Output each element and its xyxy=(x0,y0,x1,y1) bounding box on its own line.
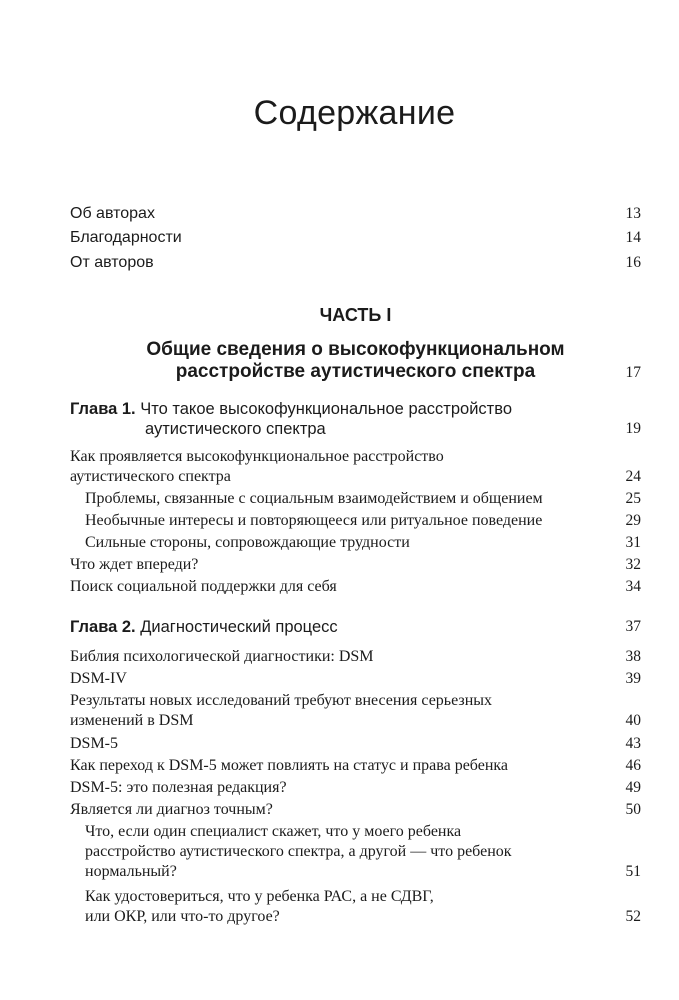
entry-label: Библия психологической диагностики: DSM xyxy=(70,648,374,665)
entry-label: Как переход к DSM-5 может повлиять на статус и права ребенка xyxy=(70,757,509,774)
toc-entry[interactable] xyxy=(70,205,641,223)
entry-label: Необычные интересы и повторяющееся или ритуальное поведение xyxy=(85,512,543,529)
page-number: 37 xyxy=(625,618,641,635)
toc-entry[interactable] xyxy=(70,577,641,597)
entry-label: Об авторах xyxy=(70,205,155,222)
page-title: Содержание xyxy=(253,94,456,132)
entry-label: DSM-IV xyxy=(70,670,127,687)
entry-label: Сильные стороны, сопровождающие трудности xyxy=(85,534,410,551)
toc-entry[interactable] xyxy=(70,669,641,689)
entry-label-line2: расстройство аутистического спектра, а другой — что ребенок xyxy=(85,843,512,860)
chapter-label: Глава 2. xyxy=(70,618,136,636)
entry-label-line2: или ОКР, или что-то другое? xyxy=(85,908,280,925)
toc-entry[interactable] xyxy=(70,533,641,553)
part-title-line2: расстройстве аутистического спектра xyxy=(175,361,536,382)
page-number: 17 xyxy=(625,364,641,381)
chapter-title-line2: аутистического спектра xyxy=(145,420,326,438)
page-number: 34 xyxy=(625,578,641,595)
toc-entry[interactable] xyxy=(70,447,641,487)
chapter-2-entry[interactable] xyxy=(70,617,641,637)
entry-label: DSM-5 xyxy=(70,735,119,752)
entry-label-line1: Что, если один специалист скажет, что у моего ребенка xyxy=(85,823,462,840)
toc-entry[interactable] xyxy=(70,778,641,798)
entry-label-line1: Результаты новых исследований требуют внесения серьезных xyxy=(70,692,493,709)
part-page-row[interactable] xyxy=(70,362,641,382)
page-number: 40 xyxy=(625,712,641,729)
entry-label-line1: Как удостовериться, что у ребенка РАС, а не СДВГ, xyxy=(85,888,434,905)
toc-entry[interactable] xyxy=(70,691,641,731)
page-number: 51 xyxy=(625,863,641,880)
toc-entry[interactable] xyxy=(70,800,641,820)
entry-label-line3: нормальный? xyxy=(85,863,177,880)
page-number: 32 xyxy=(625,556,641,573)
part-label: ЧАСТЬ I xyxy=(319,305,392,325)
page-number: 13 xyxy=(625,205,641,222)
page-number: 16 xyxy=(625,254,641,271)
page-number: 50 xyxy=(625,801,641,818)
entry-label-line1: Как проявляется высокофункциональное расстройство xyxy=(70,448,444,465)
page-number: 49 xyxy=(625,779,641,796)
chapter-label: Глава 1. xyxy=(70,400,136,418)
entry-label: Является ли диагноз точным? xyxy=(70,801,273,818)
page-number: 43 xyxy=(625,735,641,752)
page-number: 31 xyxy=(625,534,641,551)
entry-label: Благодарности xyxy=(70,229,182,246)
toc-entry[interactable] xyxy=(70,511,641,531)
chapter-1-entry[interactable] xyxy=(70,399,641,439)
page-number: 38 xyxy=(625,648,641,665)
chapter-title-line1: Диагностический процесс xyxy=(140,618,338,636)
page-number: 29 xyxy=(625,512,641,529)
page-number: 24 xyxy=(625,468,641,485)
entry-label: Поиск социальной поддержки для себя xyxy=(70,578,337,595)
page-number: 46 xyxy=(625,757,641,774)
toc-entry[interactable] xyxy=(70,647,641,667)
entry-label: От авторов xyxy=(70,254,154,271)
entry-label: Проблемы, связанные с социальным взаимодействием и общением xyxy=(85,490,543,507)
page-number: 25 xyxy=(625,490,641,507)
toc-entry[interactable] xyxy=(70,734,641,754)
toc-entry[interactable] xyxy=(70,555,641,575)
entry-label-line2: аутистического спектра xyxy=(70,468,231,485)
toc-entry[interactable] xyxy=(70,887,641,927)
chapter-title-line1: Что такое высокофункциональное расстройство xyxy=(140,400,512,418)
page-number: 52 xyxy=(625,908,641,925)
page-number: 14 xyxy=(625,229,641,246)
toc-entry[interactable] xyxy=(70,756,641,776)
page-number: 19 xyxy=(625,420,641,437)
entry-label-line2: изменений в DSM xyxy=(70,712,194,729)
part-title-line1: Общие сведения о высокофункциональном xyxy=(146,339,565,360)
toc-entry[interactable] xyxy=(70,489,641,509)
entry-label: DSM-5: это полезная редакция? xyxy=(70,779,287,796)
toc-entry[interactable] xyxy=(70,254,641,272)
toc-entry[interactable] xyxy=(70,822,641,882)
page-number: 39 xyxy=(625,670,641,687)
toc-entry[interactable] xyxy=(70,229,641,247)
entry-label: Что ждет впереди? xyxy=(70,556,199,573)
